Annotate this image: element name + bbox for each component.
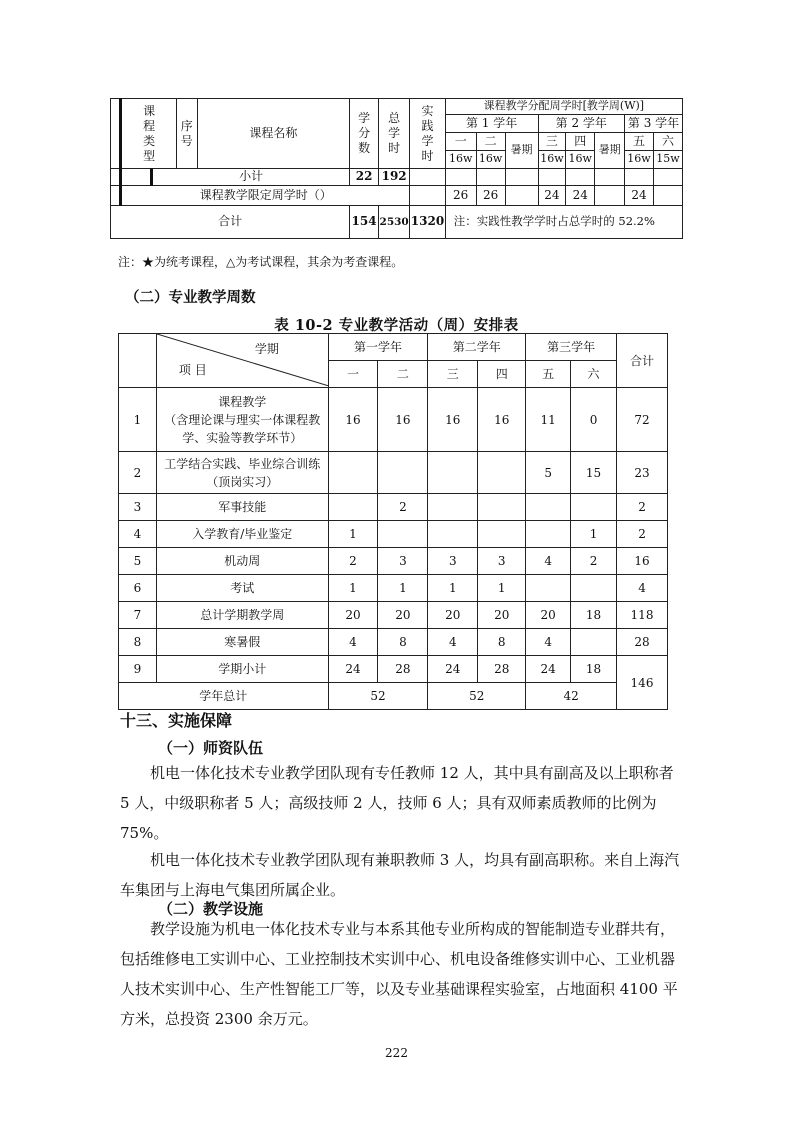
cell: [505, 169, 538, 186]
row-item: 军事技能: [156, 494, 328, 521]
teaching-weeks-table: [118, 333, 668, 710]
term-5: 五: [526, 361, 571, 388]
cell: [111, 186, 121, 206]
weeks-4: 16w: [566, 151, 595, 169]
table-row: [119, 656, 668, 683]
row-item: 课程教学 （含理论课与理实一体课程教 学、实验等教学环节）: [156, 388, 328, 452]
col-header-practice: 实践学时: [410, 99, 445, 169]
col-header-hours: 总学时: [379, 99, 410, 169]
term-value: 0: [571, 388, 617, 452]
paragraph-facilities: 教学设施为机电一体化技术专业与本系其他专业所构成的智能制造专业群共有，包括维修电工实训中心、工业控制技术实训中心、机电设备维修实训中心、工业机器人技术实训中心、生产性智能工厂等，以及专业基础课程实验室，占地面积 4100 平方米，总投资 2300 余万元。: [120, 920, 678, 1028]
cell: [121, 169, 152, 186]
term-6: 六: [571, 361, 617, 388]
col-header-name-text: 课程名称: [249, 125, 298, 140]
term-value: 16: [328, 388, 378, 452]
row-total: 16: [617, 548, 668, 575]
term-value: 24: [526, 656, 571, 683]
col-header-distribution: 课程教学分配周学时[教学周(W)]: [445, 99, 682, 115]
row-total: 146: [617, 656, 668, 710]
term-value: 18: [571, 656, 617, 683]
row-total: 2: [617, 494, 668, 521]
weeks-5: 16w: [625, 151, 654, 169]
row-total: 28: [617, 629, 668, 656]
practice-ratio-note: 注：实践性教学学时占总学时的 52.2%: [445, 206, 682, 239]
sem-5: 五: [625, 133, 654, 151]
term-value: 16: [478, 388, 526, 452]
term-value: [428, 521, 478, 548]
row-total: 72: [617, 388, 668, 452]
table-row: [119, 452, 668, 494]
row-item: 工学结合实践、毕业综合训练 （顶岗实习）: [156, 452, 328, 494]
weekly-s3: 24: [538, 186, 566, 206]
weekly-s4: 24: [566, 186, 595, 206]
row-item: 机动周: [156, 548, 328, 575]
term-value: 3: [478, 548, 526, 575]
table-row: [119, 388, 668, 452]
table-row: [119, 575, 668, 602]
term-1: 一: [328, 361, 378, 388]
table-row: [119, 494, 668, 521]
year-total-row: [119, 683, 668, 710]
page-number: 222: [385, 1046, 408, 1060]
term-value: 24: [428, 656, 478, 683]
table-row: [119, 521, 668, 548]
term-value: 4: [328, 629, 378, 656]
row-number: 1: [119, 388, 157, 452]
grand-total-row: [111, 206, 683, 239]
section-13-heading: 十三、实施保障: [120, 711, 233, 730]
term-4: 四: [478, 361, 526, 388]
paragraph-faculty-fulltime: 机电一体化技术专业教学团队现有专任教师 12 人，其中具有副高及以上职称者 5 人，中级职称者 5 人；高级技师 2 人，技师 6 人；具有双师素质教师的比例为 75%。: [120, 764, 674, 842]
col-header-name: [197, 99, 350, 169]
cell: [625, 169, 654, 186]
weeks-3: 16w: [538, 151, 566, 169]
col-header-credit: 学分数: [350, 99, 379, 169]
table-row: [119, 629, 668, 656]
cell: [505, 186, 538, 206]
term-value: [571, 575, 617, 602]
paragraph-faculty-parttime: 机电一体化技术专业教学团队现有兼职教师 3 人，均具有副高职称。来自上海汽车集团与上海电气集团所属企业。: [120, 851, 680, 899]
term-value: 3: [428, 548, 478, 575]
term-value: 20: [428, 602, 478, 629]
term-value: 1: [478, 575, 526, 602]
row-number: 3: [119, 494, 157, 521]
year-total-label: 学年总计: [119, 683, 329, 710]
term-value: [428, 494, 478, 521]
year3-header: 第 3 学年: [625, 115, 683, 133]
subtotal-label: 小计: [152, 169, 350, 186]
term-value: 3: [378, 548, 428, 575]
year-total-value: 52: [428, 683, 526, 710]
year3-col-header: 第三学年: [526, 334, 617, 361]
term-value: 16: [378, 388, 428, 452]
summer-1: 暑期: [505, 133, 538, 169]
term-value: [478, 494, 526, 521]
sem-4: 四: [566, 133, 595, 151]
term-value: [328, 494, 378, 521]
cell: [566, 169, 595, 186]
term-value: 1: [428, 575, 478, 602]
sem-3: 三: [538, 133, 566, 151]
summer-2: 暑期: [595, 133, 625, 169]
term-value: 1: [328, 575, 378, 602]
row-total: 23: [617, 452, 668, 494]
term-value: 1: [378, 575, 428, 602]
term-value: [478, 521, 526, 548]
weekly-s2: 26: [476, 186, 505, 206]
cell: [410, 169, 445, 186]
subtotal-row: [111, 169, 683, 186]
term-value: 24: [328, 656, 378, 683]
year2-col-header: 第二学年: [428, 334, 526, 361]
term-value: [571, 494, 617, 521]
term-value: 15: [571, 452, 617, 494]
weekly-s5: 24: [625, 186, 654, 206]
row-total: 4: [617, 575, 668, 602]
term-value: 5: [526, 452, 571, 494]
col-header-seq: 序号: [176, 99, 197, 169]
term-value: 4: [428, 629, 478, 656]
row-item: 入学教育/毕业鉴定: [156, 521, 328, 548]
row-item: 寒暑假: [156, 629, 328, 656]
term-value: [526, 494, 571, 521]
weeks-2: 16w: [476, 151, 505, 169]
cell: [653, 169, 682, 186]
term-value: 8: [478, 629, 526, 656]
header-term: 学期: [254, 342, 279, 356]
row-number: 4: [119, 521, 157, 548]
year1-col-header: 第一学年: [328, 334, 428, 361]
table1-left-border-cell: [111, 99, 121, 169]
table-row: [119, 548, 668, 575]
term-value: [571, 629, 617, 656]
cell: [595, 186, 625, 206]
row-total: 2: [617, 521, 668, 548]
sem-6: 六: [653, 133, 682, 151]
term-value: [478, 452, 526, 494]
row-item: 总计学期教学周: [156, 602, 328, 629]
term-value: [328, 452, 378, 494]
heading-faculty: （一）师资队伍: [158, 739, 264, 757]
cell: [595, 169, 625, 186]
row-number: 8: [119, 629, 157, 656]
cell: [476, 169, 505, 186]
term-value: 20: [378, 602, 428, 629]
grand-total-label: 合计: [111, 206, 350, 239]
heading-facilities: （二）教学设施: [158, 900, 264, 918]
term-value: 28: [478, 656, 526, 683]
term-value: 8: [378, 629, 428, 656]
cell: [653, 186, 682, 206]
term-value: 28: [378, 656, 428, 683]
row-number: 9: [119, 656, 157, 683]
row-item: 学期小计: [156, 656, 328, 683]
grand-total-practice: 1320: [410, 206, 445, 239]
row-item: 考试: [156, 575, 328, 602]
diagonal-header-cell: [156, 334, 328, 388]
grand-total-credit: 154: [350, 206, 379, 239]
year2-header: 第 2 学年: [538, 115, 625, 133]
row-number: 7: [119, 602, 157, 629]
term-value: 4: [526, 548, 571, 575]
term-2: 二: [378, 361, 428, 388]
cell: [410, 186, 445, 206]
term-value: 16: [428, 388, 478, 452]
term-value: [378, 452, 428, 494]
year-total-value: 52: [328, 683, 428, 710]
cell: [538, 169, 566, 186]
col-header-course-type: 课程类型: [121, 99, 177, 169]
row-total: 118: [617, 602, 668, 629]
year1-header: 第 1 学年: [445, 115, 538, 133]
subtotal-hours: 192: [379, 169, 410, 186]
term-value: 11: [526, 388, 571, 452]
weeks-1: 16w: [445, 151, 476, 169]
row-number: 5: [119, 548, 157, 575]
term-value: 2: [328, 548, 378, 575]
header-item: 项 目: [178, 363, 207, 377]
year-total-value: 42: [526, 683, 617, 710]
term-value: [428, 452, 478, 494]
term-value: [526, 575, 571, 602]
term-value: [378, 521, 428, 548]
header-no-cell: [119, 334, 157, 388]
row-number: 6: [119, 575, 157, 602]
weeks-6: 15w: [653, 151, 682, 169]
term-value: 4: [526, 629, 571, 656]
cell: [111, 169, 121, 186]
heading-teaching-weeks: （二）专业教学周数: [125, 289, 256, 306]
term-value: 20: [478, 602, 526, 629]
grand-total-hours: 2530: [379, 206, 410, 239]
term-value: 1: [328, 521, 378, 548]
table2-caption: 表 10-2 专业教学活动（周）安排表: [274, 317, 519, 334]
cell: [445, 169, 476, 186]
table1-footnote: 注：★为统考课程，△为考试课程，其余为考查课程。: [118, 255, 404, 269]
weekly-s1: 26: [445, 186, 476, 206]
term-value: 1: [571, 521, 617, 548]
term-value: 2: [571, 548, 617, 575]
table-row: [119, 602, 668, 629]
term-value: 18: [571, 602, 617, 629]
term-value: [526, 521, 571, 548]
total-col-header: 合计: [617, 334, 668, 388]
course-hours-table: [110, 98, 683, 239]
term-value: 20: [328, 602, 378, 629]
term-value: 20: [526, 602, 571, 629]
subtotal-credit: 22: [350, 169, 379, 186]
sem-2: 二: [476, 133, 505, 151]
sem-1: 一: [445, 133, 476, 151]
weekly-hours-label: 课程教学限定周学时（）: [121, 186, 410, 206]
term-value: 2: [378, 494, 428, 521]
weekly-hours-row: [111, 186, 683, 206]
row-number: 2: [119, 452, 157, 494]
term-3: 三: [428, 361, 478, 388]
